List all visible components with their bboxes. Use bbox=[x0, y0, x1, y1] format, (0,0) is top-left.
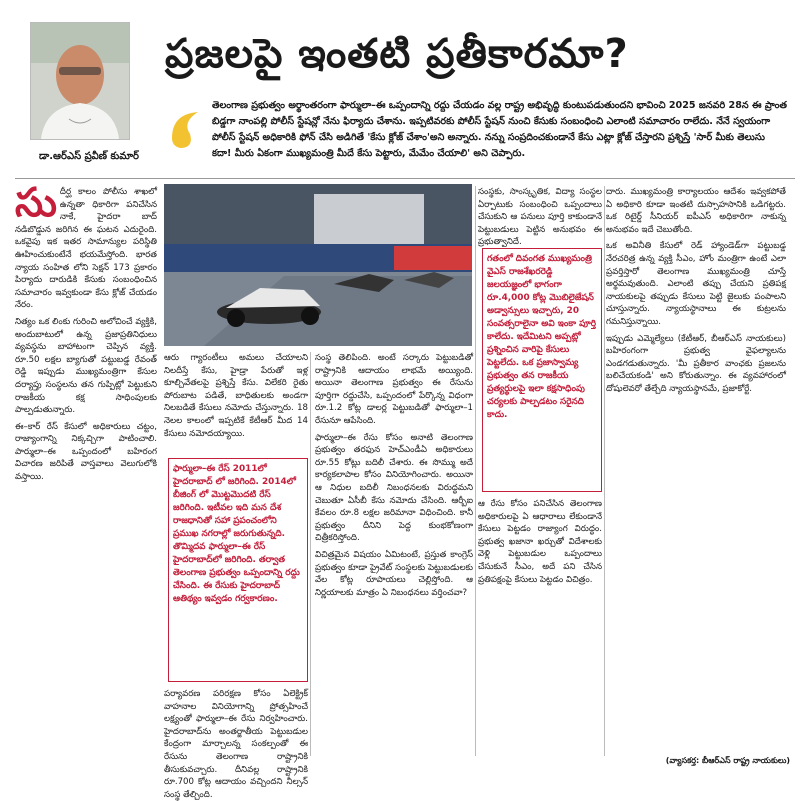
highlight-box-2: గతంలో దివంగత ముఖ్యమంత్రి వైఎస్ రాజశేఖరరెడ్డి జలయజ్ఞంలో భాగంగా రూ.4,000 కోట్ల మొబిలైజేషన్ అడ్వాన్సులు ఇచ్చారు, 20 సంవత్సరాలైనా అవి ఇంకా పూర్తి కాలేదు. ఇదేమిటని అప్పట్లో ప్రశ్నించిన వారిపై కేసులు పెట్టలేదు. ఒక ప్రజాస్వామ్య ప్రభుత్వం తన రాజకీయ ప్రత్యర్థులపై ఇలా కక్షసాధింపు చర్యలకు పాల్పడటం సరైనది కాదు. bbox=[482, 248, 602, 492]
paragraph: ఫార్ములా–ఈ రేసు కోసం అనాటి తెలంగాణ ప్రభుత్వం తరఫున హెచ్ఎండీఏ అధికారులు రూ.55 కోట్లు బదిలీ చేశారు. ఈ సొమ్ము అదే కార్యకలాపాల కోసం వినియోగించారు. అయినా ఆ నిధుల బదిలీ నిబంధనలకు విరుద్ధమని చెబుతూ ఏసీబీ కేసు నమోదు చేసింది. ఆర్బీఐ కేవలం రూ.8 లక్షల జరిమానా విధించింది. కానీ ప్రభుత్వం దీనిని పెద్ద కుంభకోణంగా చిత్రీకరిస్తోంది. bbox=[315, 432, 473, 544]
column-1 bbox=[15, 180, 157, 756]
paragraph: పర్యావరణ పరిరక్షణ కోసం ఏలెక్ట్రిక్ వాహనాల వినియోగాన్ని ప్రోత్సహించే లక్ష్యంతో ఫార్ములా–ఈ రేసు నిర్వహించారు. హైదరాబాద్‌ను అంతర్జాతీయ పెట్టుబడుల కేంద్రంగా మార్చాలన్న సంకల్పంతో ఈ రేసును తెలంగాణ రాష్ట్రానికి తీసుకువచ్చారు. దీనివల్ల రాష్ట్రానికి రూ.700 కోట్ల ఆదాయం వచ్చిందని నీల్సన్ సంస్థ తేల్చింది. bbox=[164, 689, 308, 800]
paragraph: నిత్యం ఒక లింకు గురించి అలోచించే వ్యక్తికి, అందుబాటులో ఉన్న ప్రజాప్రతినిధులు వ్యవస్థను బాహాటంగా చెప్పిన వ్యక్తి. రూ.50 లక్షల బ్యాగుతో పట్టుబడ్డ రేవంత్ రెడ్డి ఇప్పుడు ముఖ్యమంత్రిగా కేసుల దర్యాప్తు సంస్థలను తన గుప్పిట్లో పెట్టుకుని రాజకీయ కక్ష సాధింపులకు పాల్పడుతున్నారు. bbox=[15, 316, 157, 416]
column-4-top bbox=[478, 186, 602, 246]
paragraph: దారు. ముఖ్యమంత్రి కార్యాలయం ఆదేశం ఇవ్వకపోతే ఏ అధికారి కూడా ఇంతటి దుస్సాహసానికి ఒడిగట్టరు. ఒక రిటైర్డ్ సీనియర్ ఐపీఎస్ అధికారిగా నాకున్న అనుభవం ఇదే చెబుతోంది. bbox=[606, 187, 786, 235]
paragraph: ఈ–కార్ రేస్ కేసులో అధికారులు చట్టం, రాజ్యాంగాన్ని నిక్కచ్చిగా పాటించాలి. పార్ములా–ఈ ఒప్పందంలో బహిరంగ విచారణ జరిపితే వాస్తవాలు వెలుగులోకి వస్తాయి. bbox=[15, 421, 157, 483]
column-rule bbox=[604, 186, 605, 756]
column-rule bbox=[475, 186, 476, 756]
column-5 bbox=[606, 186, 786, 746]
paragraph: సంస్థకు, సాంస్కృతిక, విద్యా సంస్థల ఏర్పాటుకు సంబంధించి ఒప్పందాలు చేసుకుని ఆ పనులు పూర్తి కాకుండానే పెట్టుబడులు పెట్టిన అనుభవం ఈ ప్రభుత్వానిదే. bbox=[478, 187, 602, 248]
paragraph: దీర్ఘ కాలం పోలీసు శాఖలో ఉన్నతా ధికారిగా పనిచేసిన నాకే, హైదరా బాద్ నడిబొడ్డున జరిగిన ఈ ఘటన ఎదురైంది. ఒకవైపు ఇక ఇతర సామాన్యుల పరిస్థితి ఊహించుకుంటేనే భయమేస్తోంది. భారత న్యాయ సంహిత లోని సెక్షన్ 173 ప్రకారం పిర్యాదు దారుడికి కేసుకు సంబంధించిన సమాచారం ఇవ్వకుండా కేసు క్లోజ్ చేయడం నేరం. bbox=[15, 187, 157, 311]
drop-cap: సు bbox=[15, 180, 57, 226]
column-2-continued bbox=[164, 688, 308, 800]
column-rule bbox=[310, 352, 311, 756]
column-4-bottom bbox=[478, 498, 602, 756]
paragraph: ఆ రేసు కోసం పనిచేసిన తెలంగాణ అధికారులపై ఏ ఆధారాలు లేకుండానే కేసులు పెట్టడం రాజ్యాంగ విరుద్ధం. ప్రభుత్వ ఖజానా ఖర్చుతో విదేశాలకు వెళ్లి పెట్టుబడుల ఒప్పందాలు చేసుకునే సీఎం, అదే పని చేసిన ప్రతిపక్షంపై కేసులు పెట్టడం విచిత్రం. bbox=[478, 499, 602, 585]
intro-quote: తెలంగాణ ప్రభుత్వం అర్థాంతరంగా ఫార్ములా–ఈ ఒప్పందాన్ని రద్దు చేయడం వల్ల రాష్ట్ర అభివృద్ధి కుంటుపడుతుందని భావించి 2025 జనవరి 28న ఈ ప్రాంత బిడ్డగా నాంపల్లి పోలీస్ స్టేషన్లో నేను ఫిర్యాదు చేశాను. ఇప్పటివరకు పోలీస్ స్టేషన్ నుంచి కేసుకు సంబంధించి ఎలాంటి సమాచారం రాలేదు. నేనే స్వయంగా పోలీస్ స్టేషన్ అధికారికి ఫోన్ చేసి అడిగితే 'కేసు క్లోజ్ చేశాం'అని అన్నారు. నన్ను సంప్రదించకుండానే కేసు ఎట్లా క్లోజ్ చేస్తారని ప్రశ్నిస్తే 'సార్ మీకు తెలుసు కదా! మీరు ఏకంగా ముఖ్యమంత్రి మీదే కేసు పెట్టారు, మేమేం చేయాలి' అని చెప్పారు. bbox=[212, 100, 787, 159]
author-photo bbox=[30, 22, 130, 140]
paragraph: ఇప్పుడు ఎమ్మెల్యేలు (కేటీఆర్, బీఆర్ఎస్ నాయకులు) బహిరంగంగా ప్రభుత్వ వైఫల్యాలను ఎండగడుతున్నారు. 'మీ ప్రతీకార వాంఛకు ప్రజలను బలిచేయకండి' అని కోరుతున్నాం. ఈ వ్యవహారంలో దోషులెవరో తేల్చేది న్యాయస్థానమే, ప్రజాకోర్టే. bbox=[606, 333, 786, 394]
author-portrait-image bbox=[31, 23, 129, 139]
author-credit: (వ్యాసకర్త: బీఆర్ఎస్ రాష్ట్ర నాయకులు) bbox=[665, 756, 790, 765]
paragraph: విచిత్రమైన విషయం ఏమిటంటే, ప్రస్తుత కాంగ్రెస్ ప్రభుత్వం కూడా ప్రైవేట్ సంస్థలకు పెట్టుబడులకు వేల కోట్ల రూపాయలు చెల్లిస్తోంది. ఆ నిర్ణయాలకు మాత్రం ఏ నిబంధనలు వర్తించవా? bbox=[315, 549, 473, 598]
author-byline: డా.ఆర్ఎస్ ప్రవీణ్ కుమార్ bbox=[39, 151, 139, 162]
headline: ప్రజలపై ఇంతటి ప్రతీకారమా? bbox=[165, 31, 629, 77]
paragraph: ఒక అవినీతి కేసులో రెడ్ హ్యాండెడ్‌గా పట్టుబడ్డ నేరచరిత్ర ఉన్న వ్యక్తి సీఎం, హోం మంత్రిగా ఉంటే ఎలా ప్రవర్తిస్తారో తెలంగాణ ముఖ్యమంత్రి చూస్తే అర్థమవుతుంది. ఎలాంటి తప్పు చేయని ప్రతిపక్ష నాయకులపై తప్పుడు కేసులు పెట్టి జైలుకు పంపాలని చూస్తున్నారు. న్యాయస్థానాలు ఈ కుట్రలను గమనిస్తున్నాయి. bbox=[606, 241, 786, 327]
quote-mark-icon bbox=[168, 108, 202, 152]
formula-e-race-photo bbox=[164, 184, 472, 346]
highlight-box-1: ఫార్ములా–ఈ రేస్ 2011లో హైదరాబాద్ లో జరిగింది. 2014లో బీజింగ్ లో మొట్టమొదటి రేస్ జరిగింది. ఇటీవల ఇది మన దేశ రాజధానితో సహా ప్రపంచంలోని ప్రముఖ నగరాల్లో జరుగుతున్నది. తొమ్మిదవ ఫార్ములా–ఈ రేస్ హైదరాబాద్‌లో జరిగింది. తర్వాత తెలంగాణ ప్రభుత్వం ఒప్పందాన్ని రద్దు చేసింది. ఈ రేసుకు హైదరాబాద్ ఆతిథ్యం ఇవ్వడం గర్వకారణం. bbox=[168, 458, 308, 682]
divider bbox=[15, 178, 795, 179]
column-3 bbox=[315, 352, 473, 756]
paragraph: సంస్థ తెలిపింది. అంటే సర్కారు పెట్టుబడితో రాష్ట్రానికి ఆదాయం లాభమే అయ్యింది. అయినా తెలంగాణ ప్రభుత్వం ఈ రేసును పూర్తిగా రద్దుచేసి, ఒప్పందంలో పేర్కొన్న విధంగా రూ.1.2 కోట్ల డాలర్ల పెట్టుబడితో ఫార్ములా–1 రేసునూ ఆపేసింది. bbox=[315, 353, 473, 426]
paragraph: ఆరు గ్యారంటీలు అమలు చేయాలని నిలదీస్తే కేసు, హైడ్రా పేరుతో ఇళ్ల కూల్చివేతలపై ప్రశ్నిస్తే కేసు. విలేకరి రైతు పోరుబాట పడితే, బాధితులకు అండగా నిలబడితే కేసులు నమోదు చేస్తున్నారు. 18 నెలల కాలంలో ఇప్పటికే కేటీఆర్ మీద 14 కేసులు నమోదయ్యాయి. bbox=[164, 353, 308, 439]
